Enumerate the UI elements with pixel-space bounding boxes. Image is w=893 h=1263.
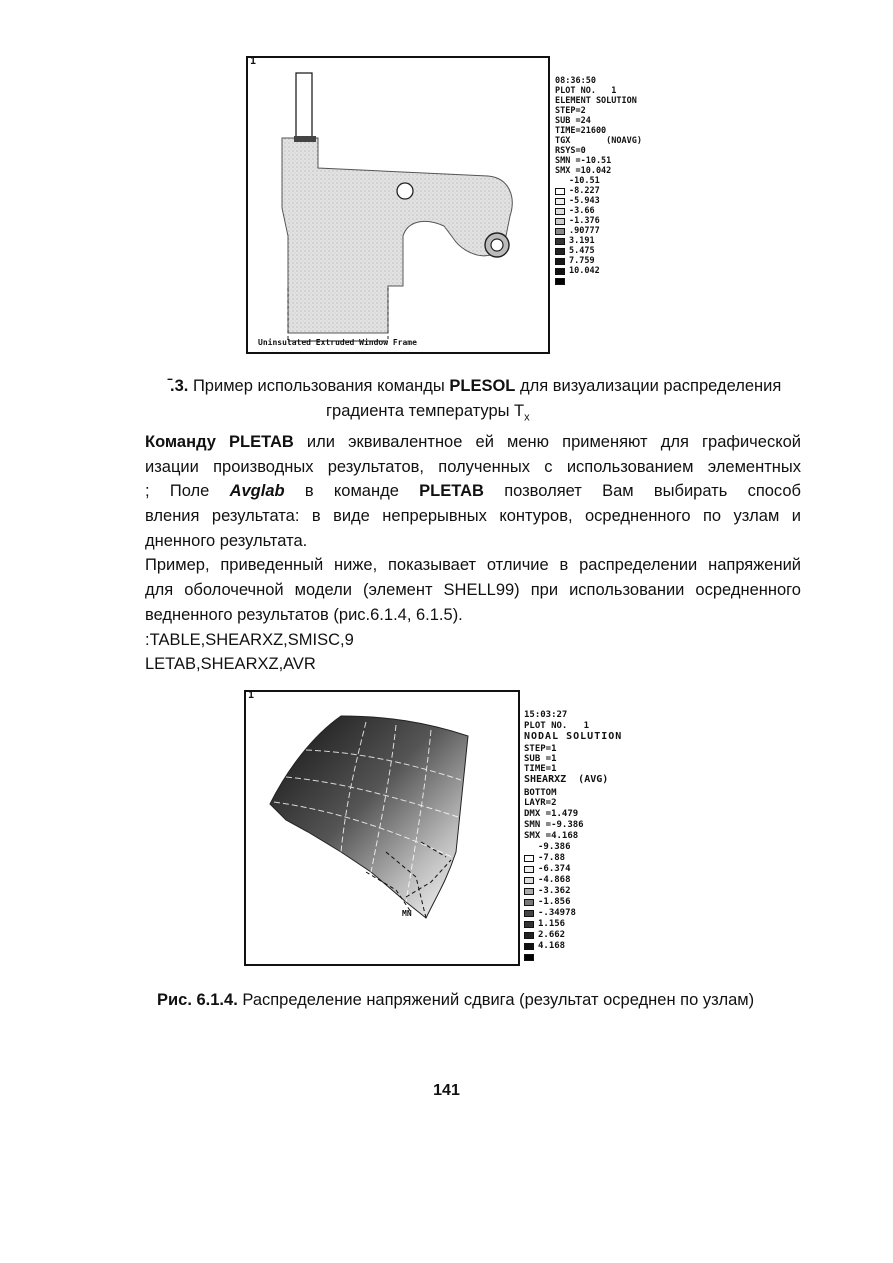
caption-label: Рис. 6.1.4. [157,991,238,1009]
legend-swatch [524,899,534,906]
figure-2-legend-line: NODAL SOLUTION [524,731,623,742]
figure-1-legend-line: 08:36:50 [555,76,596,86]
body-command: PLETAB [229,433,294,451]
figure-1-legend-value: -1.376 [569,216,600,226]
body-line-5: дненного результата. [145,531,308,550]
figure-1-legend-line: SMX =10.042 [555,166,612,176]
page-number: 141 [433,1082,460,1099]
figure-2-legend-line: SMX =4.168 [524,831,579,841]
caption-subscript: x [524,411,530,424]
body-text-run: позволяет Вам выбирать способ [483,482,801,501]
figure-1-title: Uninsulated Extruded Window Frame [258,338,417,347]
legend-swatch [555,258,565,265]
body-line-7: для оболочечной модели (элемент SHELL99) при использовании осредненного [145,581,801,600]
figure-1-legend-line: SUB =24 [555,116,591,126]
figure-2-frame [244,690,520,966]
figure-2-legend-value: 2.662 [538,930,566,940]
legend-swatch [555,238,565,245]
figure-1-legend-value: 10.042 [569,266,600,276]
legend-swatch [555,268,565,275]
legend-swatch [555,208,565,215]
body-text-run: или эквивалентное ей меню применяют для графической [293,433,801,451]
caption-text: Распределение напряжений сдвига (результат осреднен по узлам) [237,991,755,1009]
body-line-6: Пример, приведенный ниже, показывает отличие в распределении напряжений [145,556,801,575]
body-line-8: ведненного результатов (рис.6.1.4, 6.1.5). [145,605,463,624]
body-text-run: Команду [145,433,230,451]
body-line-2: изации производных результатов, полученных с использованием элементных [145,457,801,476]
figure-2-caption [157,990,754,1010]
figure-1-legend-line: TIME=21600 [555,126,607,136]
figure-2-legend-line: LAYR=2 [524,798,557,808]
figure-1-legend-value: -3.66 [569,206,595,216]
figure-2-legend-value: -1.856 [538,897,571,907]
body-line-3 [145,479,801,504]
figure-2-legend-line: BOTTOM [524,788,557,798]
legend-swatch [555,198,565,205]
figure-2-corner-mark: 1 [248,690,255,701]
legend-swatch [524,954,534,961]
figure-2-legend-value: -6.374 [538,864,571,874]
figure-2-legend-value: 4.168 [538,941,566,951]
figure-1-legend-value: -10.51 [569,176,600,186]
figure-1-window-frame-plot [248,58,548,352]
legend-swatch [524,921,534,928]
caption-text-after: для визуализации распределения [515,377,782,395]
figure-2-legend-value: 1.156 [538,919,566,929]
figure-2-legend-line: SHEARXZ (AVG) [524,774,609,785]
figure-1-frame [246,56,550,354]
figure-1-legend-value: -5.943 [569,196,600,206]
figure-2-legend-value: -7.88 [538,853,566,863]
body-text-run: ; Поле [145,482,230,501]
body-line-4: вления результата: в виде непрерывных контуров, осредненного по узлам и [145,507,801,526]
body-line-1 [145,430,801,455]
legend-swatch [524,888,534,895]
legend-swatch [524,932,534,939]
figure-2-legend-line: SUB =1 [524,754,557,764]
figure-2-mn-label: MN [402,909,412,918]
legend-swatch [524,866,534,873]
figure-2-legend-line: PLOT NO. 1 [524,721,590,731]
figure-2-legend-line: 15:03:27 [524,710,568,720]
legend-swatch [524,943,534,950]
caption-prefix: ̄.3. [170,377,189,395]
figure-1-legend-line: STEP=2 [555,106,586,116]
body-text [145,430,801,677]
legend-swatch [524,855,534,862]
caption-command: PLESOL [449,377,516,395]
figure-2-legend-value: -3.362 [538,886,571,896]
figure-1-legend-value: 7.759 [569,256,595,266]
figure-2-legend-value: -9.386 [538,842,571,852]
legend-swatch [555,218,565,225]
figure-1-legend-line: ELEMENT SOLUTION [555,96,637,106]
figure-2-legend-line: TIME=1 [524,764,557,774]
figure-1-legend-value: 5.475 [569,246,595,256]
legend-swatch [524,910,534,917]
figure-2-legend-value: -4.868 [538,875,571,885]
figure-1-corner-mark: 1 [250,56,257,67]
body-command: PLETAB [419,482,484,501]
figure-1-caption-line-1 [170,376,781,396]
figure-1-legend-value: 3.191 [569,236,595,246]
body-command-line-1: :TABLE,SHEARXZ,SMISC,9 [145,630,354,649]
figure-2-legend-value: -.34978 [538,908,576,918]
caption-line-2: градиента температуры T [326,402,525,420]
figure-2-legend-line: SMN =-9.386 [524,820,584,830]
body-command-line-2: LETAB,SHEARXZ,AVR [145,655,316,674]
figure-1-legend-value: .90777 [569,226,600,236]
figure-1-legend-line: SMN =-10.51 [555,156,612,166]
figure-1-legend-line: PLOT NO. 1 [555,86,617,96]
figure-1-legend-line: RSYS=0 [555,146,586,156]
figure-2-legend-line: STEP=1 [524,744,557,754]
legend-swatch [555,278,565,285]
figure-1-legend-value: -8.227 [569,186,600,196]
figure-1-legend-line: TGX (NOAVG) [555,136,642,146]
body-text-run: в команде [284,482,420,501]
body-field-name: Avglab [229,482,285,501]
caption-text-before: Пример использования команды [188,377,450,395]
figure-2-legend-line: DMX =1.479 [524,809,579,819]
legend-swatch [555,248,565,255]
figure-2-shell-plot [246,692,518,964]
legend-swatch [555,188,565,195]
figure-1-caption-line-2 [326,401,530,427]
legend-swatch [555,228,565,235]
legend-swatch [524,877,534,884]
